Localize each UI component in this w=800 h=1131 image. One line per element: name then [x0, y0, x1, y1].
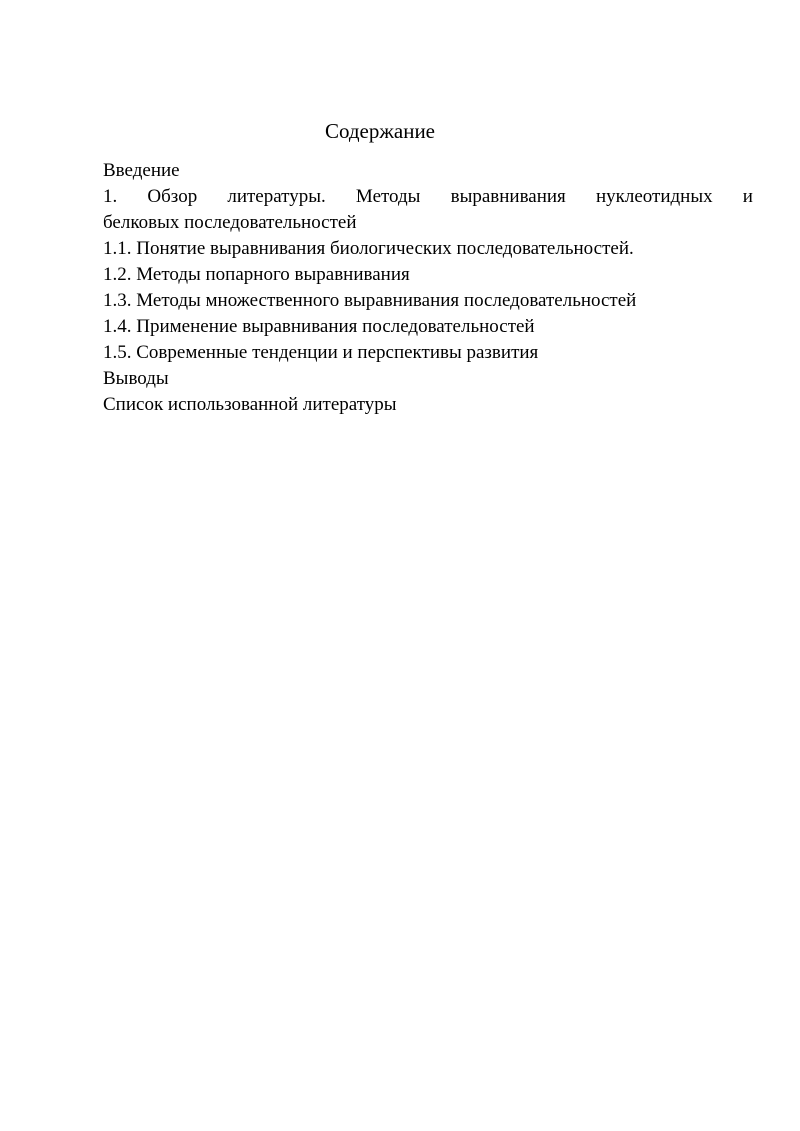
toc-word: нуклеотидных [595, 186, 713, 207]
toc-entry-section-1-4: 1.4. Применение выравнивания последовательностей [103, 316, 535, 337]
toc-word: Обзор [147, 186, 198, 207]
toc-title: Содержание [324, 119, 436, 143]
toc-entry-references: Список использованной литературы [103, 394, 397, 415]
toc-entry-section-1-2: 1.2. Методы попарного выравнивания [103, 264, 410, 285]
toc-entry-chapter-1-continued: белковых последовательностей [103, 212, 357, 233]
toc-entry-chapter-1 [103, 184, 753, 210]
toc-entry-section-1-5: 1.5. Современные тенденции и перспективы развития [103, 342, 539, 363]
toc-word: 1. [103, 186, 118, 207]
toc-word: литературы. [227, 186, 326, 207]
toc-word: Методы [355, 186, 421, 207]
toc-word: выравнивания [450, 186, 566, 207]
toc-entry-section-1-3: 1.3. Методы множественного выравнивания последовательностей [103, 290, 637, 311]
toc-entry-section-1-1: 1.1. Понятие выравнивания биологических последовательностей. [103, 238, 634, 259]
toc-word: и [742, 186, 753, 207]
table-of-contents [103, 158, 753, 418]
toc-entry-introduction: Введение [103, 160, 180, 181]
toc-entry-conclusions: Выводы [103, 368, 169, 389]
